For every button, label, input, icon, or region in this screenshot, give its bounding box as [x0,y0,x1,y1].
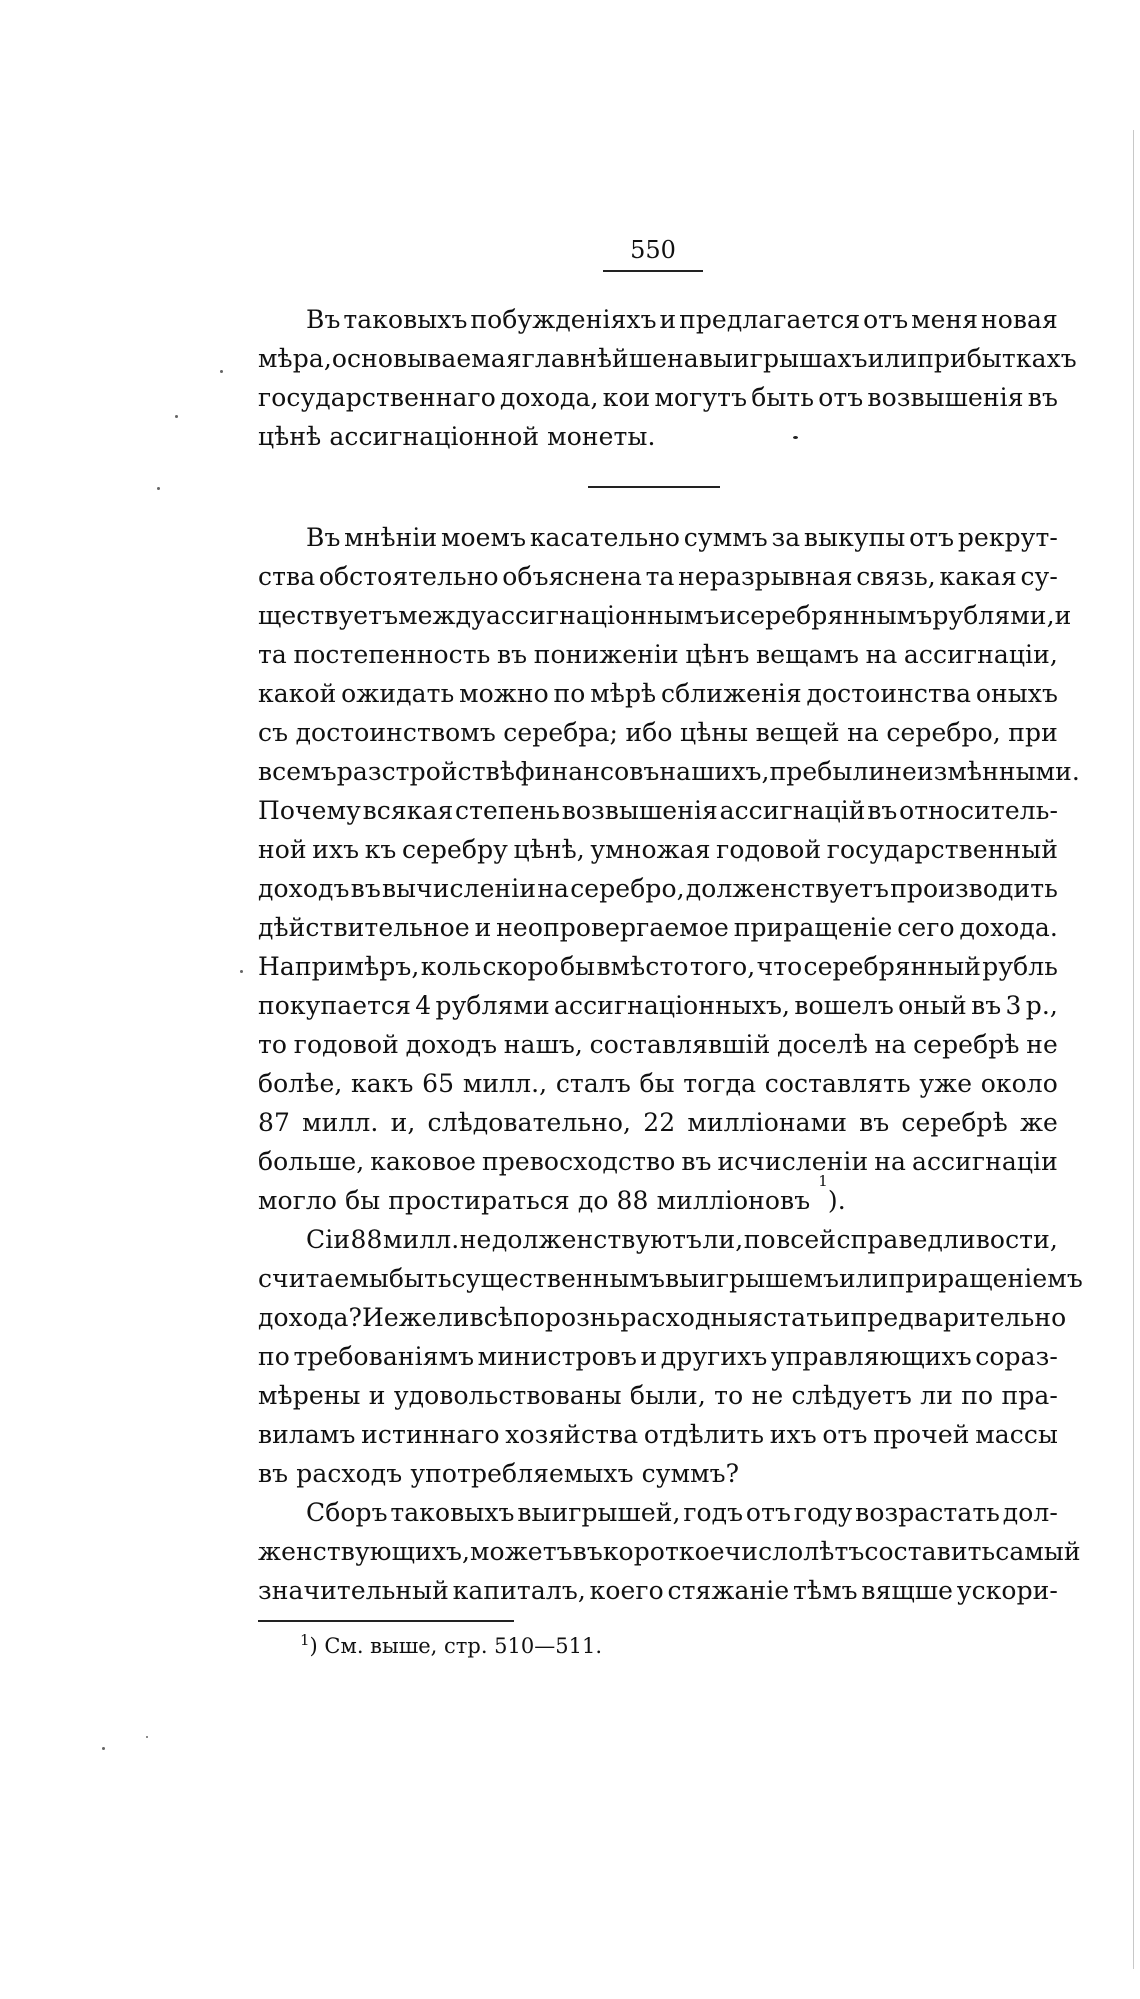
text-line: Въ мнѣніи моемъ касательно суммъ за выкупы отъ рекрут- [306,523,1058,552]
text-line: съ достоинствомъ серебра; ибо цѣны вещей на серебро, при [258,718,1058,747]
footnote-mark: 1 [300,1631,310,1649]
text-line: мѣрены и удовольствованы были, то не слѣдуетъ ли по пра- [258,1381,1058,1410]
text-line: по требованіямъ министровъ и другихъ управляющихъ сораз- [258,1342,1058,1371]
last-line-text: могло бы простираться до 88 милліоновъ [258,1186,811,1215]
text-line: больше, каковое превосходство въ исчисленіи на ассигнаціи [258,1147,1058,1176]
scan-speck [220,370,223,373]
text-line: всемъ разстройствѣ финансовъ нашихъ, пребыли неизмѣнными. [258,757,1080,786]
scan-speck [793,436,798,439]
scan-speck [157,487,160,490]
text-line: ществуетъ между ассигнаціоннымъ и серебряннымъ рублями, и [258,601,1072,630]
text-line [258,1172,1058,1220]
text-line: какой ожидать можно по мѣрѣ сближенія достоинства оныхъ [258,679,1058,708]
footnote-divider [258,1620,514,1622]
last-line-end: ). [827,1186,846,1215]
text-line: мѣра, основываемая главнѣйше на выигрышахъ или прибыткахъ [258,344,1077,373]
text-line: Сіи 88 милл. не долженствуютъ ли, по всей справедливости, [306,1225,1058,1254]
text-line: Почему всякая степень возвышенія ассигнацій въ относитель- [258,796,1058,825]
page-number-rule [603,270,703,272]
text-line: ства обстоятельно объяснена та неразрывная связь, какая су- [258,562,1058,591]
page-header [598,236,708,272]
text-line: доходъ въ вычисленіи на серебро, долженствуетъ производить [258,874,1058,903]
text-line: дохода? И ежели всѣ порознь расходныя статьи предварительно [258,1303,1067,1332]
footnote-text: ) См. выше, стр. 510—511. [309,1634,603,1658]
text-line: 87 милл. и, слѣдовательно, 22 милліонами въ серебрѣ же [258,1108,1058,1137]
scan-speck [102,1747,105,1750]
text-line: та постепенность въ пониженіи цѣнъ вещамъ на ассигнаціи, [258,640,1058,669]
text-line: государственнаго дохода, кои могутъ быть отъ возвышенія въ [258,383,1058,412]
text-line: значительный капиталъ, коего стяжаніе тѣмъ вящше ускори- [258,1576,1058,1605]
text-line: въ расходъ употребляемыхъ суммъ? [258,1459,740,1488]
section-divider [588,486,720,488]
scan-speck [175,415,178,418]
paragraph-2 [258,518,1080,1181]
text-line: женствующихъ, можетъ въ короткое число лѣтъ составить самый [258,1537,1081,1566]
paragraph-2-ending [258,1172,1058,1220]
text-line: ной ихъ къ серебру цѣнѣ, умножая годовой государственный [258,835,1058,864]
text-line: считаемы быть существеннымъ выигрышемъ или приращеніемъ [258,1264,1083,1293]
footnote [300,1630,602,1662]
scan-speck [240,970,243,973]
text-line: Сборъ таковыхъ выигрышей, годъ отъ году возрастать дол- [306,1498,1058,1527]
paragraph-3 [258,1220,1083,1493]
text-line: Въ таковыхъ побужденіяхъ и предлагается отъ меня новая [306,305,1058,334]
page-edge [1133,130,1134,1969]
text-line: цѣнѣ ассигнаціонной монеты. [258,422,656,451]
page-number: 550 [630,236,676,264]
text-line: покупается 4 рублями ассигнаціонныхъ, вошелъ оный въ 3 р., [258,991,1058,1020]
scan-speck [146,1736,148,1738]
paragraph-4 [258,1493,1081,1610]
paragraph-1 [258,300,1077,456]
text-line: дѣйствительное и неопровергаемое приращеніе сего дохода. [258,913,1058,942]
text-line: болѣе, какъ 65 милл., сталъ бы тогда составлять уже около [258,1069,1058,1098]
text-line: Напримѣръ, коль скоро бы вмѣсто того, что серебрянный рубль [258,952,1058,981]
footnote-reference[interactable]: 1 [818,1172,828,1190]
text-line: виламъ истиннаго хозяйства отдѣлить ихъ отъ прочей массы [258,1420,1058,1449]
text-line: то годовой доходъ нашъ, составлявшій доселѣ на серебрѣ не [258,1030,1058,1059]
